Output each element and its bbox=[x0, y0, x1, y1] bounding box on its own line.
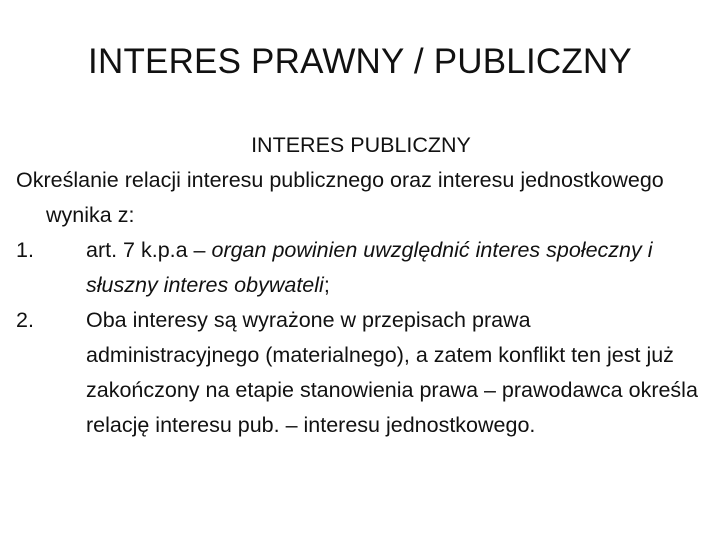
slide-content bbox=[16, 128, 706, 443]
section-heading: INTERES PUBLICZNY bbox=[251, 133, 471, 157]
list-item-punctuation: ; bbox=[323, 273, 330, 297]
list-item bbox=[16, 233, 706, 303]
list-number: 2. bbox=[16, 308, 34, 332]
intro-paragraph: Określanie relacji interesu publicznego oraz interesu jednostkowego wynika z: bbox=[16, 168, 664, 227]
list-item-text: Oba interesy są wyrażone w przepisach prawa administracyjnego (materialnego), a zatem konflikt ten jest już zakończony na etapie stanowienia prawa – prawodawca określa relację interesu pub. – interesu jednostkowego. bbox=[86, 308, 698, 437]
list-number: 1. bbox=[16, 238, 34, 262]
slide-title: INTERES PRAWNY / PUBLICZNY bbox=[88, 42, 632, 81]
list-item-emphasis: organ powinien uwzględnić interes społeczny i słuszny interes obywateli bbox=[86, 238, 653, 297]
list-item-text: art. 7 k.p.a – bbox=[86, 238, 212, 262]
list-item bbox=[16, 303, 706, 443]
